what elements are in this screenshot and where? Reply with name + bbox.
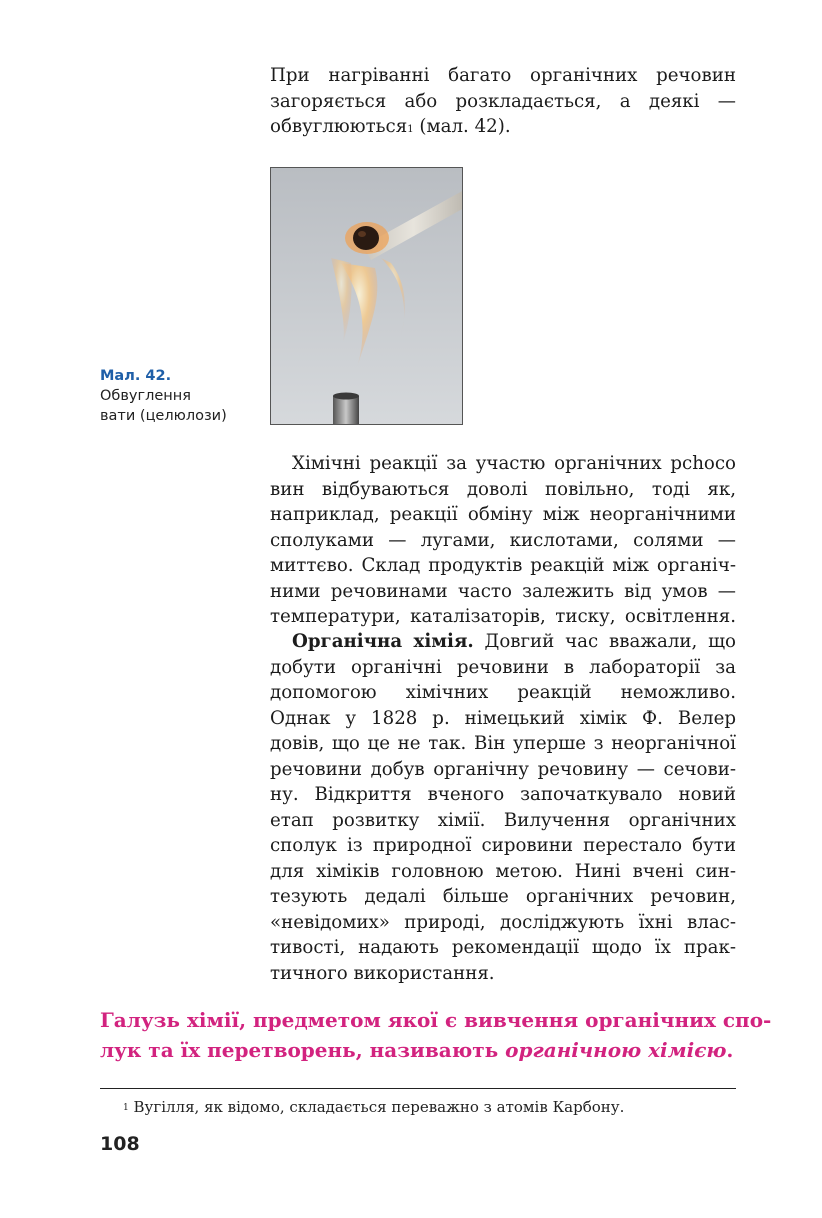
figure-caption-text xyxy=(100,386,227,426)
text-line: вин відбуваються доволі повільно, тоді як, xyxy=(270,478,736,500)
text-line: температури, каталізаторів, тиску, освітлення. xyxy=(270,606,736,627)
text-line: загоряється або розкладається, а деякі — xyxy=(270,90,736,112)
figure-caption xyxy=(100,366,227,426)
text-line: При нагріванні багато органічних речовин xyxy=(270,65,736,86)
text-line: довів, що це не так. Він уперше з неорганічної xyxy=(270,733,736,754)
text-line xyxy=(270,114,736,140)
footnote xyxy=(123,1097,624,1117)
footnote-reference[interactable]: 1 xyxy=(407,124,414,135)
caption-line: вати (целюлози) xyxy=(100,408,227,424)
footnote-marker: 1 xyxy=(123,1103,129,1113)
text-line: ну. Відкриття вченого започаткувало новий xyxy=(270,784,736,805)
defined-term: органічною хімією xyxy=(505,1038,727,1062)
text-line: речовини добув органічну речовину — сечови- xyxy=(270,758,736,780)
text-line: для хіміків головною метою. Нині вчені син- xyxy=(270,860,736,882)
paragraph-intro xyxy=(270,63,736,140)
footnote-divider xyxy=(100,1088,736,1089)
text-line: наприклад, реакції обміну між неорганічними xyxy=(270,504,736,525)
text-line: добути органічні речовини в лабораторії за xyxy=(270,656,736,678)
text-line: ними речовинами часто залежить від умов — xyxy=(270,580,736,602)
text-line: сполуками — лугами, кислотами, солями — xyxy=(270,529,736,551)
text-line: етап розвитку хімії. Вилучення органічних xyxy=(270,809,736,831)
text-fragment: Довгий час вважали, що xyxy=(473,631,736,652)
text-fragment: . xyxy=(726,1038,734,1062)
text-fragment: обвуглюються xyxy=(270,116,408,137)
paragraph-organic-chemistry xyxy=(270,629,736,986)
caption-line: Обвуглення xyxy=(100,388,191,404)
text-line: Хімічні реакції за участю органічних рchoco xyxy=(292,453,736,474)
text-line: Однак у 1828 р. німецький хімік Ф. Велер xyxy=(270,707,736,729)
burning-cotton-illustration xyxy=(271,168,463,425)
text-fragment: (мал. 42). xyxy=(413,116,511,137)
figure-number: Мал. 42. xyxy=(100,368,172,384)
text-line: сполук із природної сировини перестало бути xyxy=(270,835,736,856)
definition-line: Галузь хімії, предметом якої є вивчення органічних спо- xyxy=(100,1008,772,1032)
text-line: тичного використання. xyxy=(270,962,495,984)
text-line: тивості, надають рекомендації щодо їх прак- xyxy=(270,937,736,958)
page-number: 108 xyxy=(100,1133,140,1155)
footnote-text: Вугілля, як відомо, складається переважно з атомів Карбону. xyxy=(128,1098,625,1116)
section-heading-inline: Органічна хімія. xyxy=(292,631,474,652)
definition-highlight xyxy=(100,1005,772,1065)
text-line: миттєво. Склад продуктів реакцій між органіч- xyxy=(270,555,736,576)
paragraph-reactions xyxy=(270,451,736,630)
text-line: допомогою хімічних реакцій неможливо. xyxy=(270,682,736,703)
definition-line xyxy=(100,1035,736,1065)
figure-photo-charring-cotton xyxy=(270,167,463,425)
text-line xyxy=(270,629,736,655)
text-line: «невідомих» природі, досліджують їхні влас- xyxy=(270,911,736,933)
text-line: тезують дедалі більше органічних речовин, xyxy=(270,886,736,907)
text-fragment: лук та їх перетворень, називають xyxy=(100,1038,506,1062)
